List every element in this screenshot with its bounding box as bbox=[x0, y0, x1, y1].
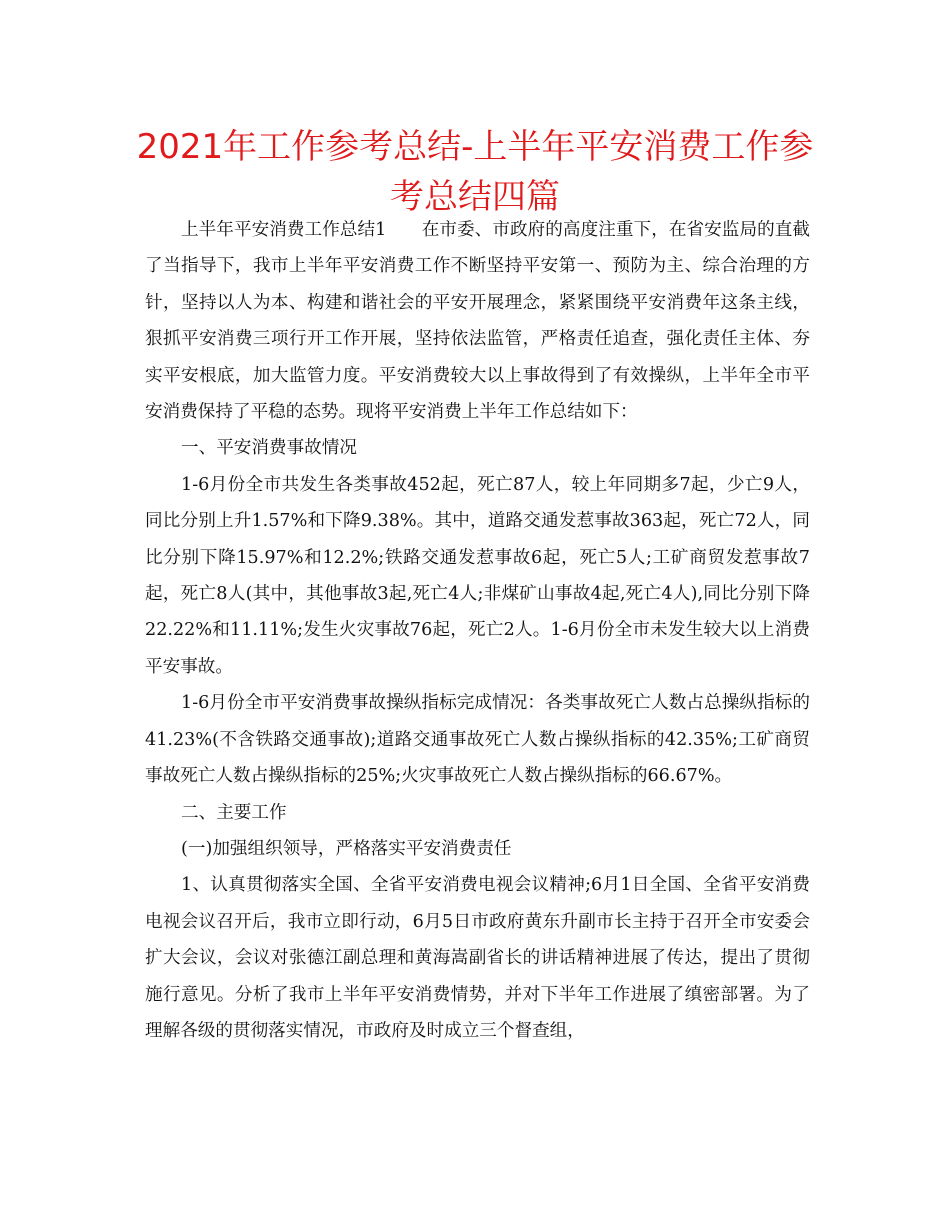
paragraph-accident-stats: 1-6月份全市共发生各类事故452起，死亡87人，较上年同期多7起，少亡9人，同比分别上升1.57%和下降9.38%。其中，道路交通发惹事故363起，死亡72人，同比分别下降15.97%和12.2%;铁路交通发惹事故6起，死亡5人;工矿商贸发惹事故7起，死亡8人(其中，其他事故3起,死亡4人;非煤矿山事故4起,死亡4人),同比分别下降22.22%和11.11%;发生火灾事故76起，死亡2人。1-6月份全市未发生较大以上消费平安事故。 bbox=[145, 474, 810, 677]
paragraph-meeting-implementation: 1、认真贯彻落实全国、全省平安消费电视会议精神;6月1日全国、全省平安消费电视会议召开后，我市立即行动，6月5日市政府黄东升副市长主持于召开全市安委会扩大会议，会议对张德江副总理和黄海嵩副省长的讲话精神进展了传达，提出了贯彻施行意见。分析了我市上半年平安消费情势，并对下半年工作进展了缜密部署。为了理解各级的贯彻落实情况，市政府及时成立三个督查组， bbox=[145, 875, 810, 1041]
subsection-heading-organization: (一)加强组织领导，严格落实平安消费责任 bbox=[181, 838, 512, 859]
paragraph-intro: 上半年平安消费工作总结1 在市委、市政府的高度注重下，在省安监局的直截了当指导下，我市上半年平安消费工作不断坚持平安第一、预防为主、综合治理的方针，坚持以人为本、构建和谐社会的平安开展理念，紧紧围绕平安消费年这条主线，狠抓平安消费三项行开工作开展，坚持依法监管，严格责任追查，强化责任主体、夯实平安根底，加大监管力度。平安消费较大以上事故得到了有效操纵，上半年全市平安消费保持了平稳的态势。现将平安消费上半年工作总结如下： bbox=[145, 220, 810, 423]
section-heading-accident-situation: 一、平安消费事故情况 bbox=[181, 438, 357, 459]
section-heading-main-work: 二、主要工作 bbox=[181, 802, 287, 823]
paragraph-control-indicators: 1-6月份全市平安消费事故操纵指标完成情况：各类事故死亡人数占总操纵指标的41.23%(不含铁路交通事故);道路交通事故死亡人数占操纵指标的42.35%;工矿商贸事故死亡人数占操纵指标的25%;火灾事故死亡人数占操纵指标的66.67%。 bbox=[145, 693, 810, 787]
document-body bbox=[145, 212, 810, 1049]
document-title: 2021年工作参考总结-上半年平安消费工作参考总结四篇 bbox=[136, 127, 814, 217]
